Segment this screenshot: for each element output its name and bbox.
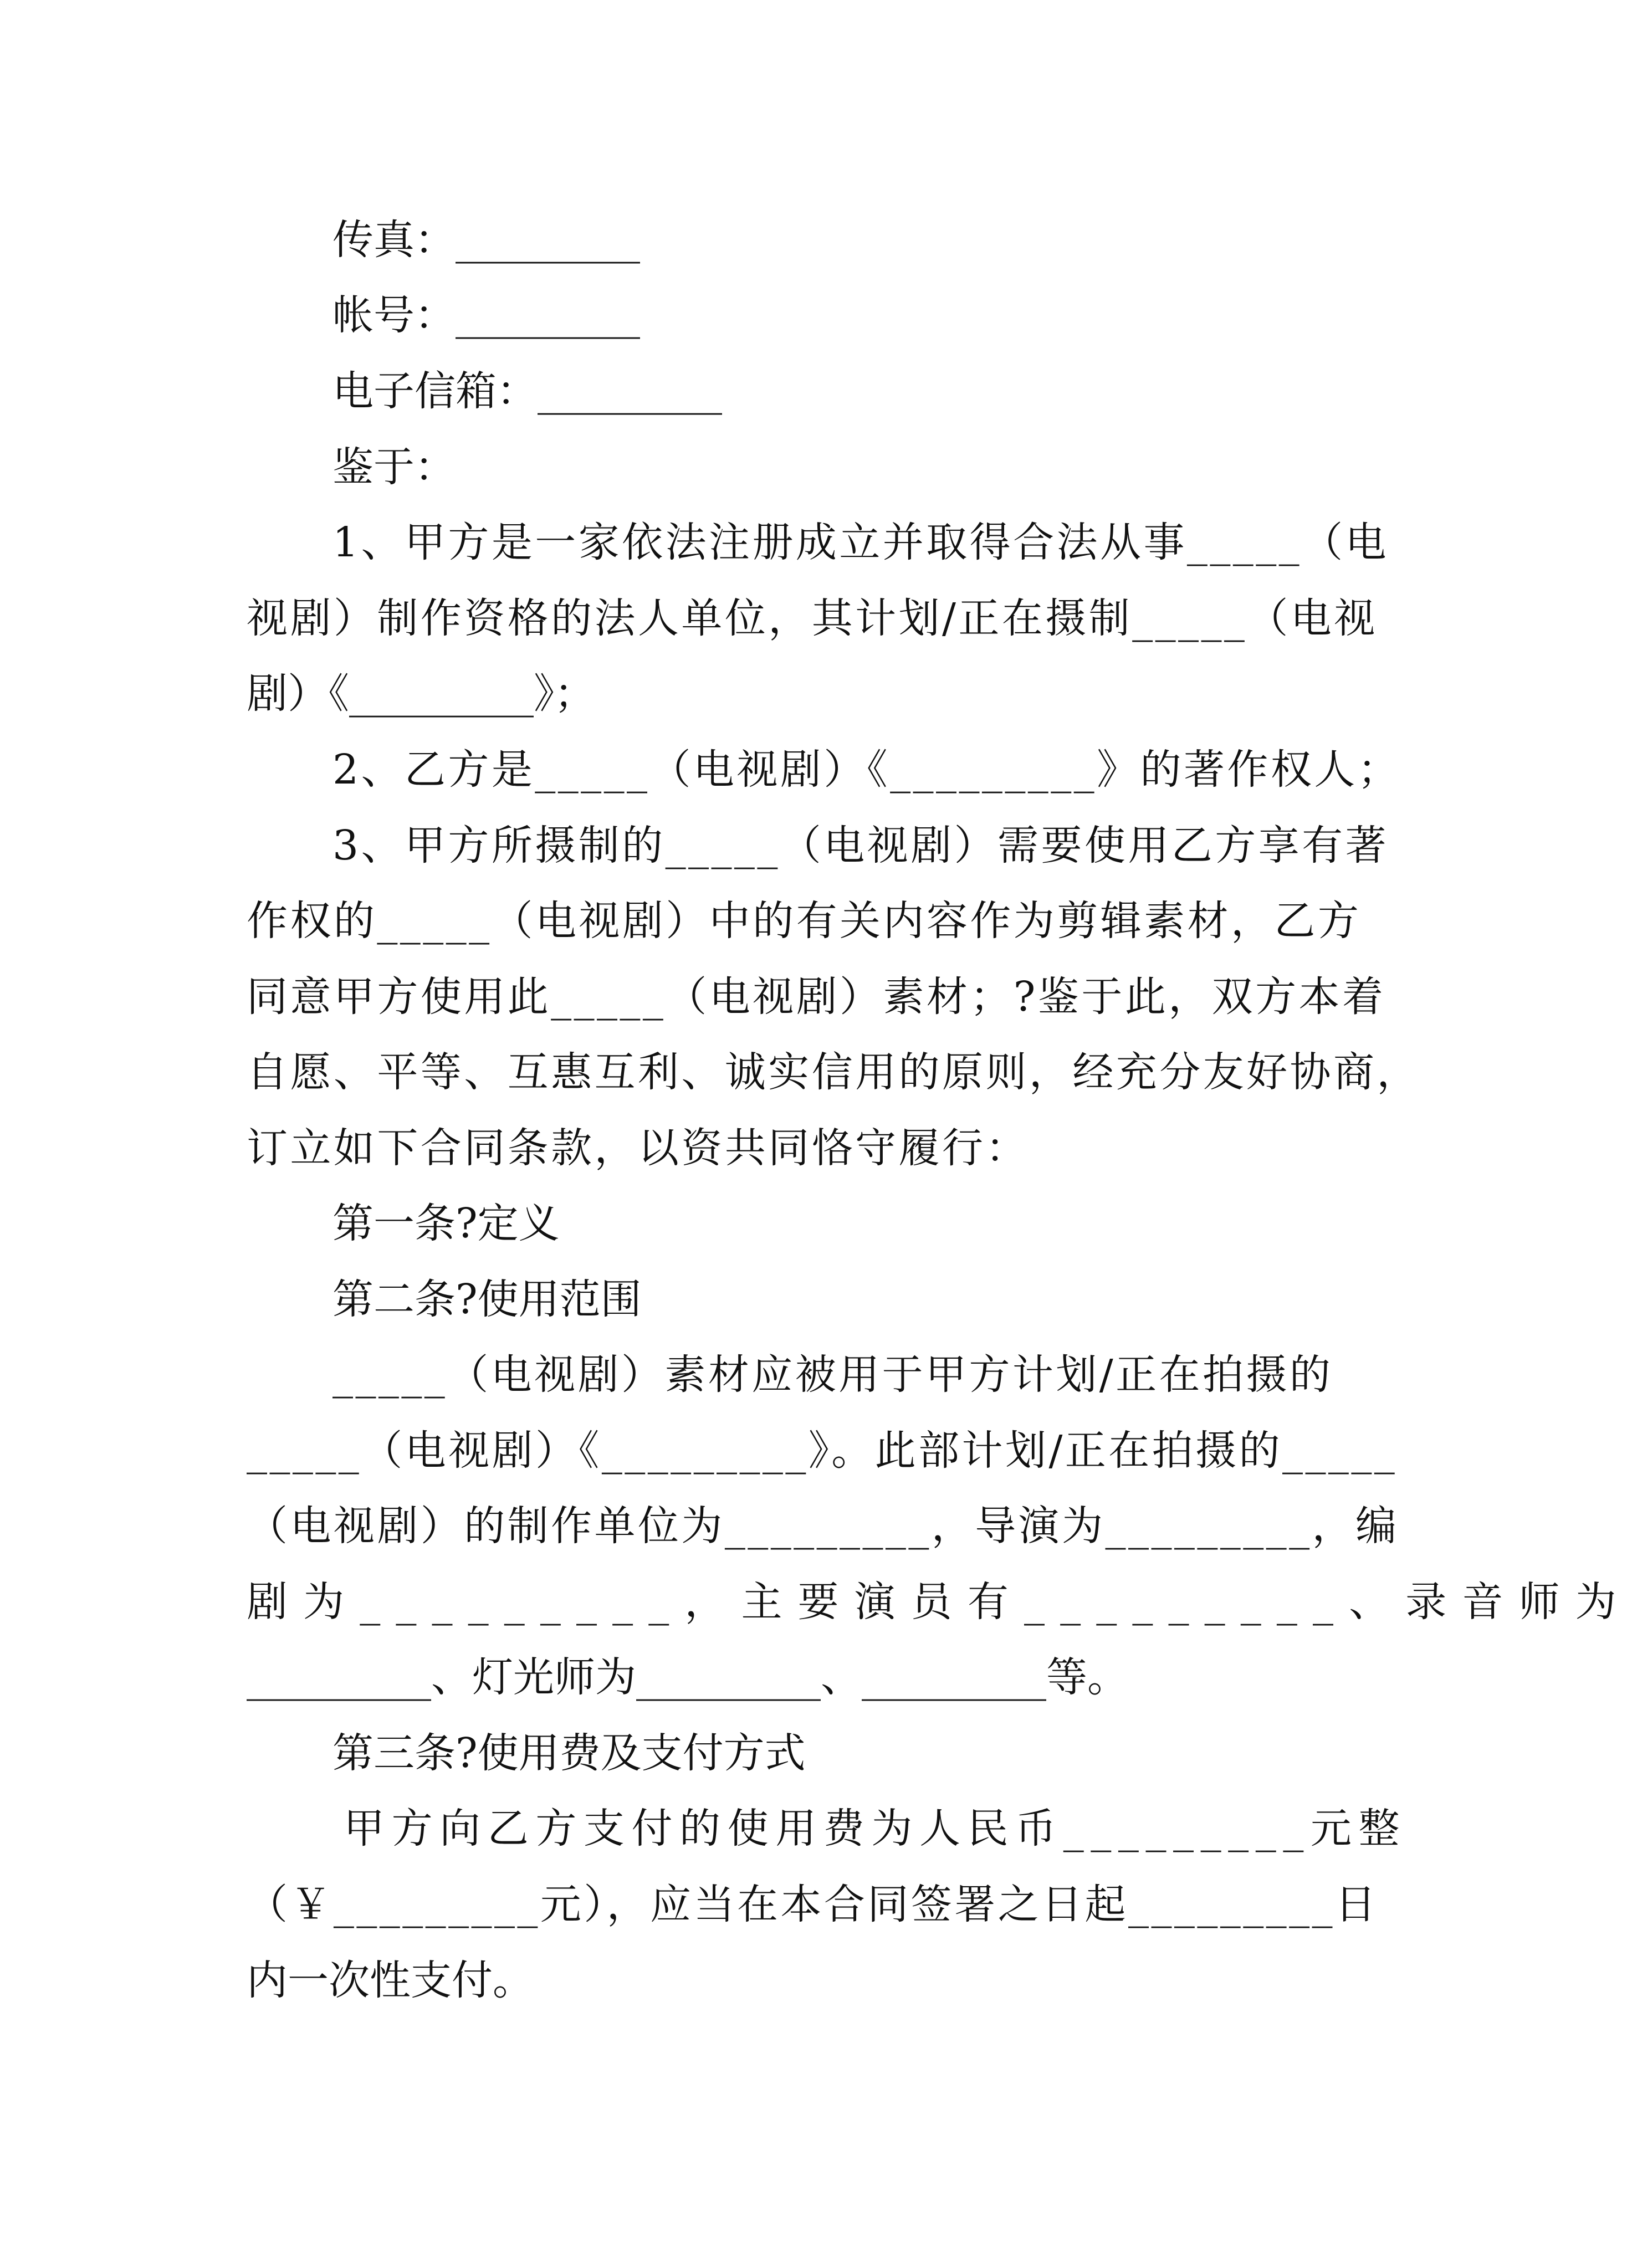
article-3-line-1: 甲方向乙方支付的使用费为人民币_________元整 [344, 1805, 1407, 1852]
recital-3-line-5: 订立如下合同条款，以资共同恪守履行： [247, 1124, 1029, 1172]
article-3-line-3: 内一次性支付。 [247, 1957, 534, 2004]
recital-3-line-2: 作权的_____（电视剧）中的有关内容作为剪辑素材，乙方 [247, 897, 1362, 945]
article-2-line-5: _________、灯光师为_________、_________等。 [247, 1653, 1128, 1701]
recital-1-line-1: 1、甲方是一家依法注册成立并取得合法从事_____（电 [332, 519, 1389, 566]
recital-1-line-3: 剧）《_________》； [247, 670, 595, 718]
article-1-heading: 第一条?定义 [332, 1200, 560, 1247]
article-2-heading: 第二条?使用范围 [332, 1276, 642, 1323]
article-3-line-2: （￥_________元），应当在本合同签署之日起_________日 [247, 1881, 1379, 1928]
recital-3-line-1: 3、甲方所摄制的_____（电视剧）需要使用乙方享有著 [332, 822, 1389, 869]
article-2-line-2: _____（电视剧）《_________》。此部计划/正在拍摄的_____ [247, 1427, 1398, 1475]
whereas-heading: 鉴于： [332, 443, 456, 491]
recital-3-line-3: 同意甲方使用此_____（电视剧）素材；?鉴于此，双方本着 [247, 973, 1386, 1021]
article-2-line-4: 剧为_________，主要演员有_________、录音师为 [247, 1578, 1632, 1626]
account-line: 帐号：_________ [332, 291, 640, 339]
article-2-line-3: （电视剧）的制作单位为_________，导演为_________，编 [247, 1502, 1399, 1550]
fax-line: 传真：_________ [332, 216, 640, 264]
recital-3-line-4: 自愿、平等、互惠互利、诚实信用的原则，经充分友好协商， [247, 1048, 1420, 1096]
email-line: 电子信箱：_________ [332, 367, 722, 415]
article-2-line-1: _____（电视剧）素材应被用于甲方计划/正在拍摄的 [332, 1351, 1333, 1399]
article-3-heading: 第三条?使用费及支付方式 [332, 1729, 806, 1777]
recital-1-line-2: 视剧）制作资格的法人单位，其计划/正在摄制_____（电视 [247, 595, 1378, 642]
recital-2-line: 2、乙方是_____（电视剧）《_________》的著作权人； [332, 746, 1401, 793]
